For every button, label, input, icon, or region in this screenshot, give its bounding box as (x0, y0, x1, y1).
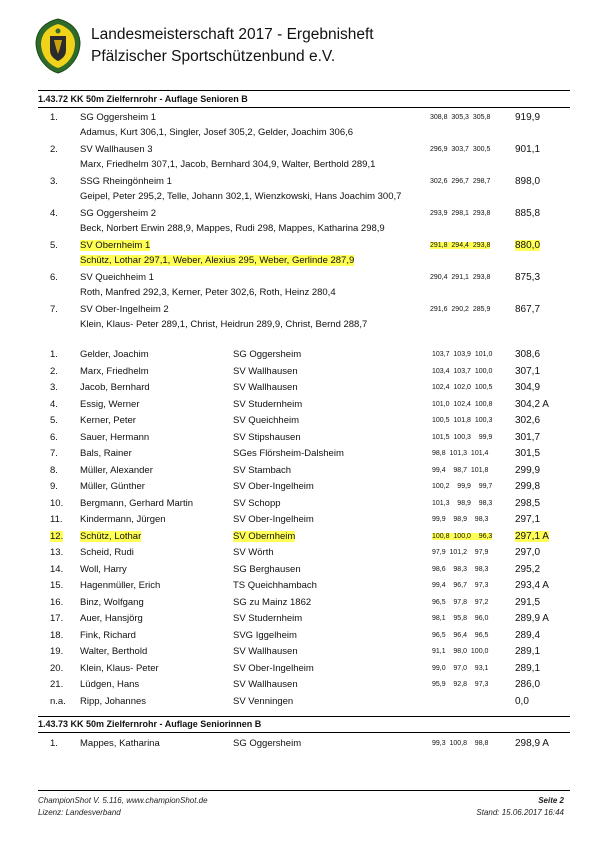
athlete-name: Fink, Richard (80, 629, 136, 641)
athlete-total: 299,8 (515, 481, 541, 492)
athlete-series: 96,5 96,4 96,5 (432, 631, 489, 639)
footer-rule (38, 790, 570, 791)
athlete-name: Sauer, Hermann (80, 431, 150, 443)
athlete-name: Bergmann, Gerhard Martin (80, 497, 193, 509)
athlete-club: SV Stipshausen (233, 431, 301, 443)
athlete-rank: 1. (50, 349, 58, 360)
title-line-1: Landesmeisterschaft 2017 - Ergebnisheft (91, 26, 374, 43)
athlete-rank: 10. (50, 497, 64, 509)
athlete-name: Woll, Harry (80, 563, 127, 575)
team-series: 291,6 290,2 285,9 (430, 306, 491, 313)
athlete-total: 298,5 (515, 497, 541, 509)
athlete-total: 293,4 A (515, 580, 549, 591)
athlete-name: Klein, Klaus- Peter (80, 662, 159, 674)
footer-license: Lizenz: Landesverband (38, 808, 121, 817)
athlete-club: SV Wallhausen (233, 646, 298, 657)
athlete-series: 102,4 102,0 100,5 (432, 384, 493, 391)
athlete-name: Walter, Berthold (80, 646, 148, 657)
team-series: 293,9 298,1 293,8 (430, 210, 491, 217)
athlete-rank: 17. (50, 613, 64, 624)
athlete-series: 98,8 101,3 101,4 (432, 450, 489, 457)
athlete-rank: 21. (50, 679, 64, 690)
athlete-series: 100,5 101,8 100,3 (432, 417, 493, 424)
athlete-club: SV Schopp (233, 497, 281, 509)
team-total: 901,1 (515, 144, 541, 155)
athlete-total: 298,9 A (515, 738, 549, 749)
team-rank: 3. (50, 176, 58, 187)
athlete-club: SV Stambach (233, 464, 292, 476)
athlete-series: 103,7 103,9 101,0 (432, 351, 493, 358)
athlete-name: Schütz, Lothar (80, 530, 142, 542)
athlete-rank: 16. (50, 596, 64, 608)
athlete-name: Bals, Rainer (80, 448, 132, 459)
athlete-total: 301,5 (515, 448, 541, 459)
athlete-club: SGes Flörsheim-Dalsheim (233, 448, 344, 459)
team-total: 875,3 (515, 272, 541, 283)
athlete-series: 97,9 101,2 97,9 (432, 549, 489, 556)
athlete-name: Kindermann, Jürgen (80, 514, 166, 525)
athlete-series: 98,6 98,3 98,3 (432, 565, 489, 573)
athlete-rank: 20. (50, 662, 64, 674)
athlete-series: 100,2 99,9 99,7 (432, 483, 493, 490)
team-members: Geipel, Peter 295,2, Telle, Johann 302,1, Wienzkowski, Hans Joachim 300,7 (80, 191, 402, 202)
athlete-club: SG Berghausen (233, 563, 301, 575)
team-rank: 1. (50, 112, 58, 123)
section-rule (38, 716, 570, 717)
team-series: 302,6 296,7 298,7 (430, 178, 491, 185)
athlete-total: 289,1 (515, 662, 541, 674)
athlete-total: 308,6 (515, 349, 541, 360)
athlete-series: 101,0 102,4 100,8 (432, 400, 493, 408)
team-name: SV Obernheim 1 (80, 240, 151, 251)
athlete-series: 101,5 100,3 99,9 (432, 433, 493, 441)
athlete-total: 307,1 (515, 365, 541, 377)
team-total: 919,9 (515, 112, 541, 123)
athlete-series: 101,3 98,9 98,3 (432, 499, 493, 507)
athlete-rank: 8. (50, 464, 58, 476)
athlete-rank: 14. (50, 563, 64, 575)
footer-software: ChampionShot V. 5.116, www.championShot.de (38, 796, 208, 805)
athlete-name: Lüdgen, Hans (80, 679, 140, 690)
athlete-name: Marx, Friedhelm (80, 365, 149, 377)
athlete-club: SV Wallhausen (233, 679, 298, 690)
athlete-club: SG zu Mainz 1862 (233, 596, 312, 608)
athlete-rank: 11. (50, 514, 63, 525)
athlete-rank: 3. (50, 382, 58, 393)
team-series: 290,4 291,1 293,8 (430, 274, 491, 281)
athlete-total: 289,9 A (515, 613, 549, 624)
athlete-rank: 12. (50, 530, 64, 542)
athlete-rank: 6. (50, 431, 58, 443)
athlete-total: 297,1 (515, 514, 541, 525)
section-rule (38, 90, 570, 91)
team-members: Klein, Klaus- Peter 289,1, Christ, Heidrun 289,9, Christ, Bernd 288,7 (80, 319, 368, 330)
athlete-name: Binz, Wolfgang (80, 596, 144, 608)
team-name: SG Oggersheim 1 (80, 112, 157, 123)
athlete-rank: 1. (50, 738, 58, 749)
athlete-club: SV Wallhausen (233, 382, 298, 393)
athlete-name: Mappes, Katharina (80, 738, 160, 749)
athlete-club: SV Ober-Ingelheim (233, 514, 314, 525)
athlete-series: 91,1 98,0 100,0 (432, 648, 489, 655)
athlete-series: 96,5 97,8 97,2 (432, 598, 489, 606)
athlete-rank: 7. (50, 448, 58, 459)
athlete-series: 103,4 103,7 100,0 (432, 367, 493, 375)
athlete-club: SV Venningen (233, 695, 294, 707)
athlete-club: SG Oggersheim (233, 738, 302, 749)
athlete-club: TS Queichhambach (233, 580, 317, 591)
athlete-series: 99,0 97,0 93,1 (432, 664, 489, 672)
athlete-rank: 4. (50, 398, 58, 410)
athlete-name: Gelder, Joachim (80, 349, 149, 360)
team-name: SV Queichheim 1 (80, 272, 154, 283)
team-series: 291,8 294,4 293,8 (430, 242, 491, 249)
athlete-rank: n.a. (50, 695, 66, 707)
team-series: 308,8 305,3 305,8 (430, 114, 491, 121)
athlete-name: Ripp, Johannes (80, 695, 147, 707)
athlete-name: Auer, Hansjörg (80, 613, 143, 624)
athlete-total: 304,9 (515, 382, 541, 393)
team-series: 296,9 303,7 300,5 (430, 146, 491, 153)
athlete-total: 289,4 (515, 629, 541, 641)
athlete-name: Hagenmüller, Erich (80, 580, 161, 591)
title-line-2: Pfälzischer Sportschützenbund e.V. (91, 48, 336, 65)
team-total: 867,7 (515, 304, 541, 315)
athlete-rank: 9. (50, 481, 58, 492)
athlete-name: Müller, Günther (80, 481, 145, 492)
athlete-club: SV Wallhausen (233, 365, 298, 377)
team-members: Beck, Norbert Erwin 288,9, Mappes, Rudi 298, Mappes, Katharina 298,9 (80, 223, 385, 234)
athlete-series: 99,4 96,7 97,3 (432, 582, 489, 589)
document-title (91, 24, 374, 68)
athlete-total: 289,1 (515, 646, 541, 657)
athlete-rank: 2. (50, 365, 58, 377)
athlete-rank: 13. (50, 547, 64, 558)
team-rank: 2. (50, 144, 58, 155)
footer-date: Stand: 15.06.2017 16:44 (476, 808, 564, 817)
athlete-rank: 5. (50, 415, 58, 426)
team-members: Roth, Manfred 292,3, Kerner, Peter 302,6, Roth, Heinz 280,4 (80, 287, 336, 298)
athlete-series: 99,9 98,9 98,3 (432, 516, 489, 523)
athlete-total: 286,0 (515, 679, 541, 690)
team-total: 885,8 (515, 208, 541, 219)
team-name: SG Oggersheim 2 (80, 208, 157, 219)
athlete-club: SV Studernheim (233, 398, 303, 410)
athlete-club: SV Ober-Ingelheim (233, 662, 314, 674)
athlete-club: SV Wörth (233, 547, 274, 558)
athlete-name: Scheid, Rudi (80, 547, 134, 558)
team-members: Schütz, Lothar 297,1, Weber, Alexius 295, Weber, Gerlinde 287,9 (80, 255, 355, 266)
athlete-total: 297,0 (515, 547, 541, 558)
team-members: Adamus, Kurt 306,1, Singler, Josef 305,2, Gelder, Joachim 306,6 (80, 127, 354, 138)
section-rule (38, 107, 570, 108)
team-rank: 6. (50, 272, 58, 283)
team-members: Marx, Friedhelm 307,1, Jacob, Bernhard 304,9, Walter, Berthold 289,1 (80, 159, 376, 170)
athlete-total: 291,5 (515, 596, 541, 608)
team-name: SV Wallhausen 3 (80, 144, 153, 155)
footer-page: Seite 2 (538, 796, 564, 805)
team-name: SV Ober-Ingelheim 2 (80, 304, 169, 315)
team-total: 880,0 (515, 240, 541, 251)
athlete-total: 297,1 A (515, 530, 549, 542)
athlete-club: SV Queichheim (233, 415, 300, 426)
team-rank: 7. (50, 304, 58, 315)
athlete-name: Kerner, Peter (80, 415, 136, 426)
section-heading: 1.43.72 KK 50m Zielfernrohr - Auflage Senioren B (38, 94, 248, 104)
team-name: SSG Rheingönheim 1 (80, 176, 172, 187)
athlete-name: Jacob, Bernhard (80, 382, 150, 393)
athlete-series: 99,4 98,7 101,8 (432, 466, 489, 474)
athlete-series: 99,3 100,8 98,8 (432, 740, 489, 747)
federation-logo-icon (35, 18, 81, 74)
athlete-series: 95,9 92,8 97,3 (432, 681, 489, 688)
athlete-club: SV Obernheim (233, 530, 296, 542)
athlete-rank: 15. (50, 580, 64, 591)
athlete-rank: 18. (50, 629, 64, 641)
section-rule (38, 732, 570, 733)
athlete-name: Essig, Werner (80, 398, 140, 410)
athlete-club: SVG Iggelheim (233, 629, 297, 641)
athlete-series: 98,1 95,8 96,0 (432, 615, 489, 622)
athlete-name: Müller, Alexander (80, 464, 153, 476)
athlete-club: SG Oggersheim (233, 349, 302, 360)
athlete-total: 302,6 (515, 415, 541, 426)
athlete-total: 301,7 (515, 431, 541, 443)
team-total: 898,0 (515, 176, 541, 187)
athlete-club: SV Studernheim (233, 613, 303, 624)
team-rank: 5. (50, 240, 58, 251)
athlete-total: 295,2 (515, 563, 541, 575)
athlete-series: 100,8 100,0 96,3 (432, 532, 493, 540)
team-rank: 4. (50, 208, 58, 219)
section-heading-2: 1.43.73 KK 50m Zielfernrohr - Auflage Seniorinnen B (38, 719, 262, 729)
athlete-rank: 19. (50, 646, 64, 657)
athlete-club: SV Ober-Ingelheim (233, 481, 314, 492)
athlete-total: 0,0 (515, 695, 529, 707)
athlete-total: 304,2 A (515, 398, 549, 410)
athlete-total: 299,9 (515, 464, 541, 476)
